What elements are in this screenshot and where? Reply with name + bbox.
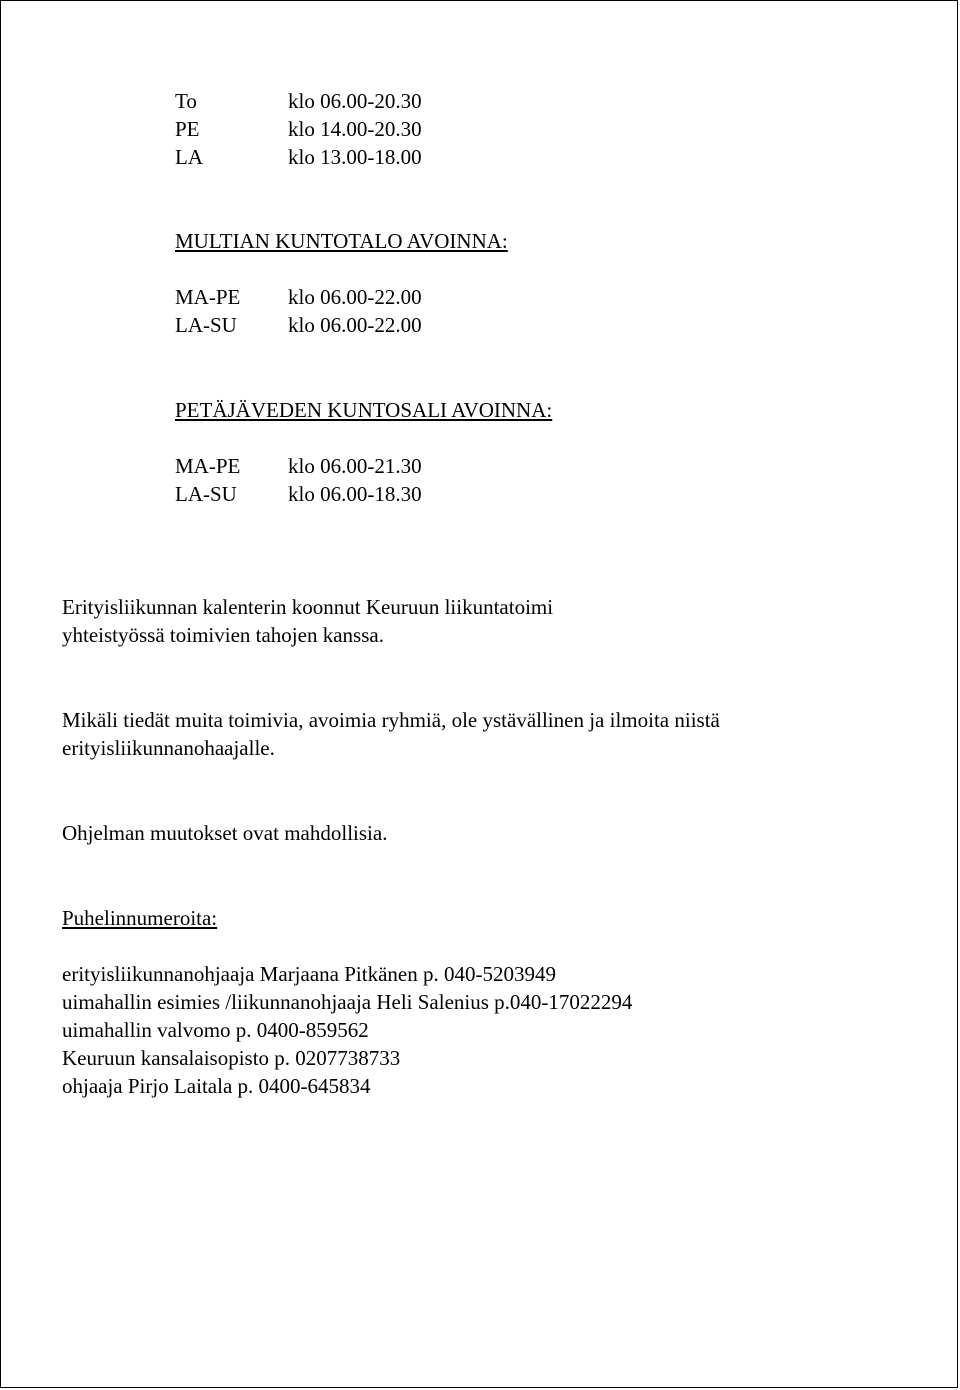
petajavesi-heading: PETÄJÄVEDEN KUNTOSALI AVOINNA: <box>175 398 553 422</box>
multia-schedule <box>175 283 422 339</box>
schedule-row <box>175 452 422 480</box>
paragraph-line: yhteistyössä toimivien tahojen kanssa. <box>62 623 384 647</box>
inform-paragraph <box>62 706 720 762</box>
paragraph-line: Mikäli tiedät muita toimivia, avoimia ryhmiä, ole ystävällinen ja ilmoita niistä <box>62 708 720 732</box>
schedule-day: To <box>175 89 197 113</box>
phone-list <box>62 960 632 1100</box>
phone-entry: Keuruun kansalaisopisto p. 0207738733 <box>62 1046 401 1070</box>
changes-paragraph <box>62 819 387 847</box>
schedule-row <box>175 115 422 143</box>
paragraph-line: Ohjelman muutokset ovat mahdollisia. <box>62 821 388 845</box>
schedule-row <box>175 480 422 508</box>
schedule-hours: klo 06.00-21.30 <box>288 454 422 478</box>
phone-entry: ohjaaja Pirjo Laitala p. 0400-645834 <box>62 1074 371 1098</box>
schedule-day: LA-SU <box>175 313 237 337</box>
schedule-day: MA-PE <box>175 454 241 478</box>
schedule-day: LA <box>175 145 203 169</box>
paragraph-line: erityisliikunnanohaajalle. <box>62 736 275 760</box>
first-schedule <box>175 87 422 171</box>
schedule-row <box>175 143 422 171</box>
paragraph-line: Erityisliikunnan kalenterin koonnut Keuruun liikuntatoimi <box>62 595 554 619</box>
schedule-day: LA-SU <box>175 482 237 506</box>
phone-entry: uimahallin esimies /liikunnanohjaaja Heli Salenius p.040-17022294 <box>62 990 633 1014</box>
schedule-hours: klo 06.00-20.30 <box>288 89 422 113</box>
phones-heading: Puhelinnumeroita: <box>62 906 218 930</box>
schedule-row <box>175 283 422 311</box>
schedule-day: PE <box>175 117 200 141</box>
schedule-hours: klo 14.00-20.30 <box>288 117 422 141</box>
schedule-row <box>175 87 422 115</box>
schedule-row <box>175 311 422 339</box>
schedule-day: MA-PE <box>175 285 241 309</box>
schedule-hours: klo 06.00-22.00 <box>288 313 422 337</box>
schedule-hours: klo 06.00-22.00 <box>288 285 422 309</box>
phone-entry: uimahallin valvomo p. 0400-859562 <box>62 1018 369 1042</box>
schedule-hours: klo 13.00-18.00 <box>288 145 422 169</box>
schedule-hours: klo 06.00-18.30 <box>288 482 422 506</box>
petajavesi-schedule <box>175 452 422 508</box>
phone-entry: erityisliikunnanohjaaja Marjaana Pitkänen p. 040-5203949 <box>62 962 556 986</box>
calendar-paragraph <box>62 593 553 649</box>
multia-heading: MULTIAN KUNTOTALO AVOINNA: <box>175 229 508 253</box>
